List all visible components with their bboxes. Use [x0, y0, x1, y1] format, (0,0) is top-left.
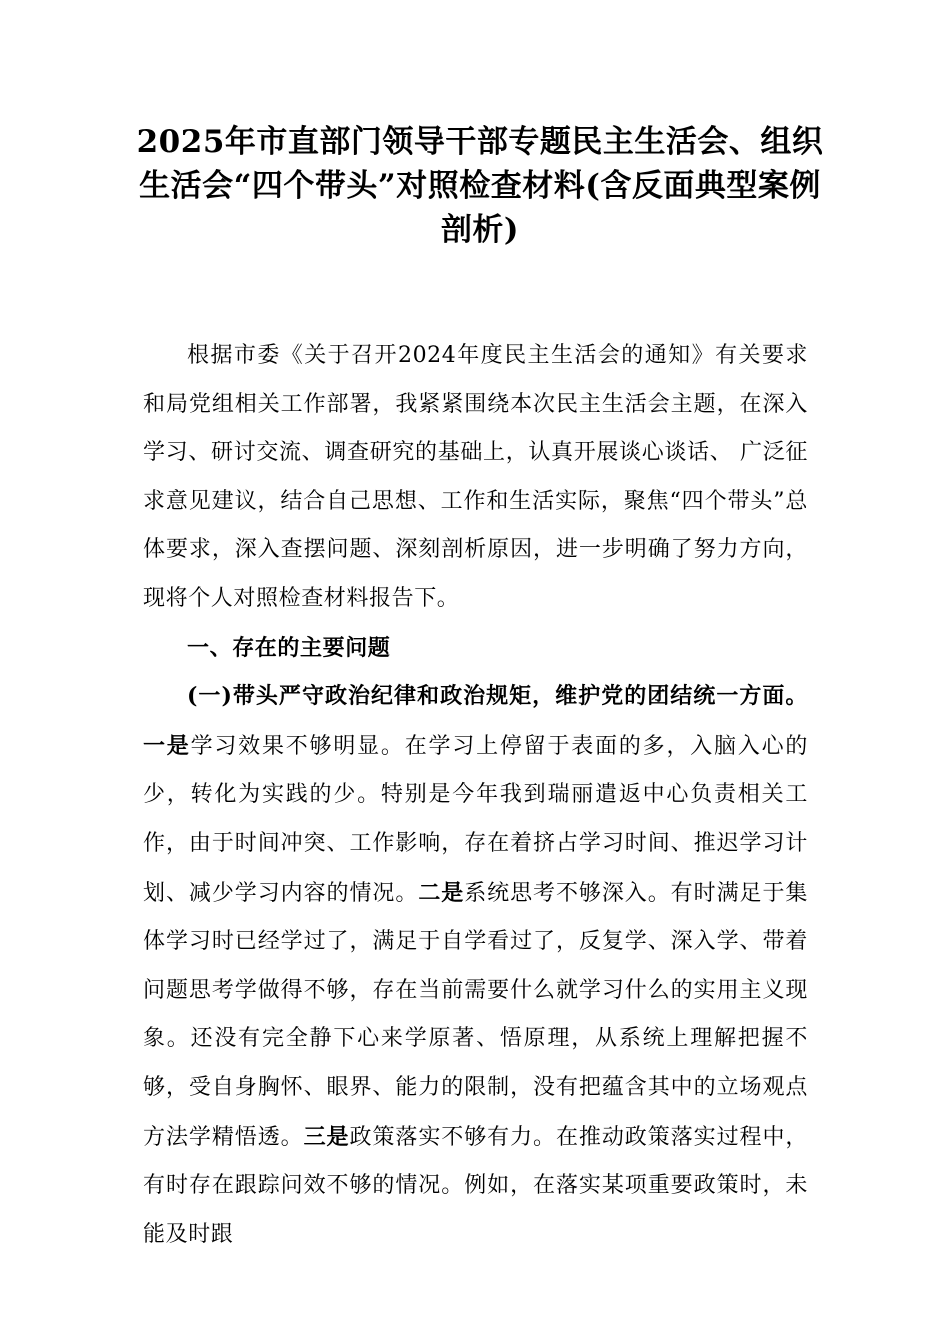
point-text-1: 学习效果不够明显。在学习上停留于表面的多，入脑入心的少，转化为实践的少。特别是今年我到瑞丽遣返中心负责相关工作，由于时间冲突、工作影响，存在着挤占学习时间、推迟学习计划、减少学习内容的情况。 [143, 733, 808, 906]
point-marker-1: 一是 [143, 732, 191, 759]
point-marker-3: 三是 [303, 1123, 350, 1150]
point-text-2: 系统思考不够深入。有时满足于集体学习时已经学过了，满足于自学看过了，反复学、深入学、带着问题思考学做得不够，存在当前需要什么就学习什么的实用主义现象。还没有完全静下心来学原著、悟原理，从系统上理解把握不够，受自身胸怀、眼界、能力的限制，没有把蕴含其中的立场观点方法学精悟透。 [143, 880, 808, 1150]
point-marker-2: 二是 [418, 879, 465, 906]
subsection-heading: (一)带头严守政治纪律和政治规矩，维护党的团结统一方面。 [187, 683, 808, 710]
intro-paragraph: 根据市委《关于召开2024年度民主生活会的通知》有关要求和局党组相关工作部署，我紧紧围绕本次民主生活会主题，在深入学习、研讨交流、调查研究的基础上，认真开展谈心谈话、 广泛征求意见建议，结合自己思想、工作和生活实际，聚焦“四个带头”总体要求，深入查摆问题、深刻剖析原因，进一步明确了努力方向，现将个人对照检查材料报告下。 [143, 343, 808, 611]
point-text-3: 政策落实不够有力。在推动政策落实过程中，有时存在跟踪问效不够的情况。例如，在落实某项重要政策时，未能及时跟 [143, 1124, 809, 1247]
section-heading: 一、存在的主要问题 [187, 634, 391, 661]
document-title: 2025年市直部门领导干部专题民主生活会、组织生活会“四个带头”对照检查材料(含反面典型案例剖析) [136, 124, 824, 248]
problem-paragraph [143, 672, 808, 1259]
document-body [143, 332, 808, 1259]
